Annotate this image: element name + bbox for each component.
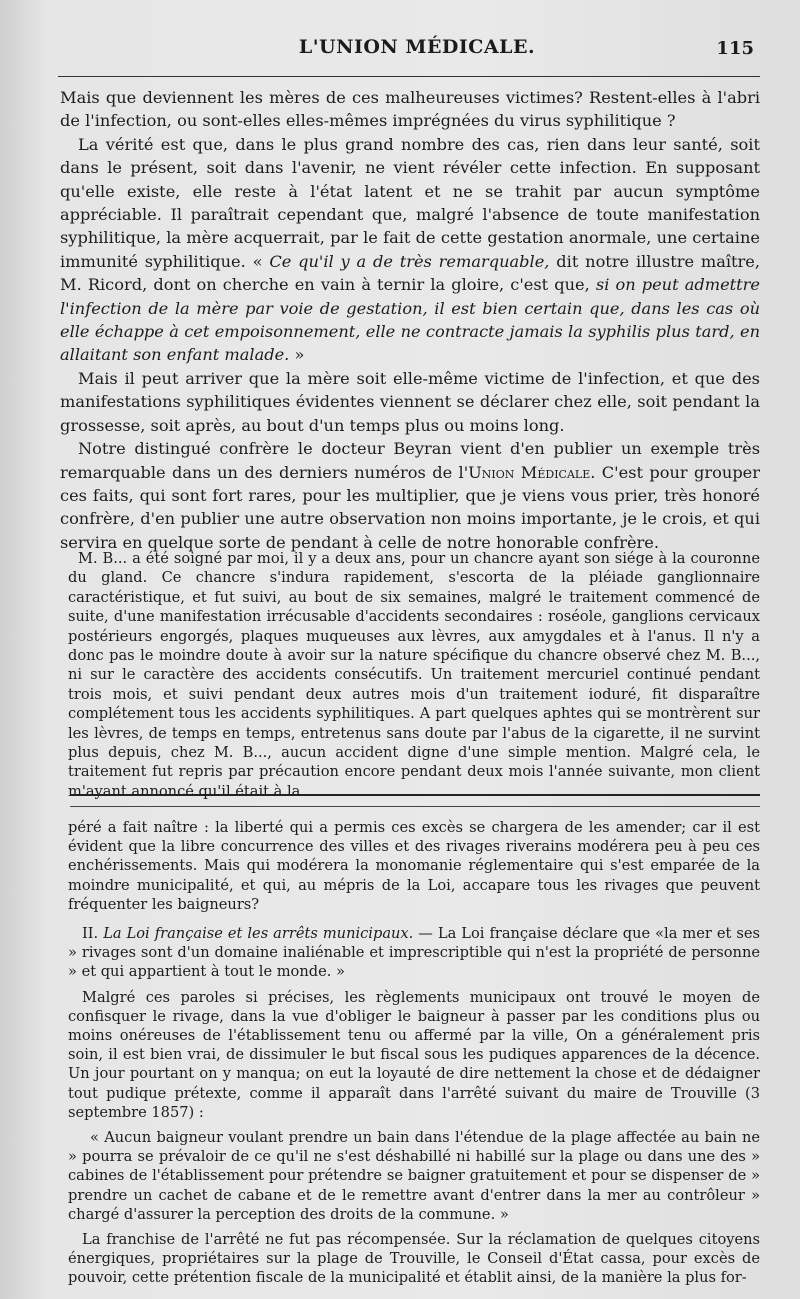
observation-block (68, 549, 760, 801)
feuilleton-paragraph-2 (68, 924, 760, 982)
feuilleton-paragraph-5: La franchise de l'arrêté ne fut pas récompensée. Sur la réclamation de quelques citoyens énergiques, propriétaires sur la plage de Trouville, le Conseil d'État cassa, pour excès de pouvoir, cette prétention fiscale de la municipalité et établit ainsi, de la manière la plus for- (68, 1231, 760, 1287)
observation-text: M. B... a été soigné par moi, il y a deux ans, pour un chancre ayant son siége à la couronne du gland. Ce chancre s'indura rapidement, s'escorta de la pléiade ganglionnaire caractéristique, et fut suivi, au bout de six semaines, malgré le traitement commencé de suite, d'une manifestation irrécusable d'accidents secondaires : roséole, ganglions cervicaux postérieurs engorgés, plaques muqueuses aux lèvres, aux amygdales et à l'anus. Il n'y a donc pas le moindre doute à avoir sur la nature spécifique du chancre observé chez M. B..., ni sur le caractère des accidents consécutifs. Un traitement mercuriel continué pendant trois mois, et suivi pendant deux autres mois d'un traitement ioduré, fit disparaître complétement tous les accidents syphilitiques. A part quelques aphtes qui se montrèrent sur les lèvres, de temps en temps, entretenus sans doute par l'abus de la cigarette, il ne survint plus depuis, chez M. B..., aucun accident digne d'une simple mention. Malgré cela, le traitement fut repris par précaution encore pendant deux mois l'année suivante, mon client m'ayant annoncé qu'il était à la (68, 550, 760, 800)
feuilleton-paragraph-3: Malgré ces paroles si précises, les règlements municipaux ont trouvé le moyen de confisquer le rivage, dans la vue d'obliger le baigneur à passer par les conditions plus ou moins onéreuses de l'établissement tenu ou affermé par la ville, On a généralement pris soin, il est bien vrai, de dissimuler le but fiscal sous les pudiques apparences de la décence. Un jour pourtant on y manqua; on eut la loyauté de dire nettement la chose et de dédaigner tout pudique prétexte, comme il apparaît dans l'arrêté suivant du maire de Trouville (3 septembre 1857) : (68, 988, 760, 1121)
paragraph-2-text-c: » (289, 345, 305, 365)
paragraph-2-text-b: dit notre illustre maître, M. Ricord, dont on cherche en vain à ternir la gloire, c'est que, (60, 251, 761, 295)
paragraph-2 (60, 133, 760, 367)
page-number: 115 (716, 38, 754, 59)
paragraph-2-italic-1: Ce qu'il y a de très remarquable, (269, 251, 550, 271)
section-text: — La Loi française déclare que «la mer et ses » rivages sont d'un domaine inaliénable et imprescriptible qui n'est la propriété de personne » et qui appartient à tout le monde. » (68, 925, 760, 981)
decree-quote (68, 1128, 760, 1224)
feuilleton-separator (70, 794, 760, 807)
paragraph-3: Mais il peut arriver que la mère soit elle-même victime de l'infection, et que des manifestations syphilitiques évidentes viennent se déclarer chez elle, soit pendant la grossesse, soit après, au bout d'un temps plus ou moins long. (60, 368, 760, 435)
journal-name-smallcaps: Union Médicale (468, 462, 591, 482)
header-rule (58, 76, 760, 77)
section-number: II. (82, 925, 104, 943)
feuilleton (68, 818, 760, 1288)
paragraph-1: Mais que deviennent les mères de ces malheureuses victimes? Restent-elles à l'abri de l'infection, ou sont-elles elles-mêmes imprégnées du virus syphilitique ? (60, 88, 760, 131)
paragraph-2-text-a: La vérité est que, dans le plus grand nombre des cas, rien dans leur santé, soit dans le présent, soit dans l'avenir, ne vient révéler cette infection. En supposant qu'elle existe, elle reste à l'état latent et ne se trahit par aucun symptôme appréciable. Il paraîtrait cependant que, malgré l'absence de toute manifestation syphilitique, la mère acquerrait, par le fait de cette gestation anormale, une certaine immunité syphilitique. « (60, 134, 760, 271)
section-title: La Loi française et les arrêts municipaux. (103, 925, 414, 943)
paragraph-4-text-a: Notre distingué confrère le docteur Beyran vient d'en publier un exemple très remarquable dans un des derniers numéros de l' (60, 439, 760, 482)
journal-title: L'UNION MÉDICALE. (298, 36, 536, 58)
main-article (60, 86, 760, 554)
feuilleton-paragraph-4: « Aucun baigneur voulant prendre un bain dans l'étendue de la plage affectée au bain ne » pourra se prévaloir de ce qu'il ne s'est déshabillé ni habillé sur la plage ou dans une des » cabines de l'établissement pour prétendre se baigner gratuitement et pour se dispenser de » prendre un cachet de cabane et de le remettre avant d'entrer dans la mer au contrôleur » chargé d'assurer la perception des droits de la commune. » (68, 1129, 760, 1223)
paragraph-4-text-b: . C'est pour grouper ces faits, qui sont fort rares, pour les multiplier, que je viens vous prier, très honoré confrère, d'en publier une autre observation non moins importante, je le crois, et qui servira en quelque sorte de pendant à celle de notre honorable confrère. (60, 462, 760, 552)
feuilleton-paragraph-1: péré a fait naître : la liberté qui a permis ces excès se chargera de les amender; car il est évident que la libre concurrence des villes et des rivages riverains modérera peu à peu ces enchérissements. Mais qui modérera la monomanie réglementaire qui s'est emparée de la moindre municipalité, et qui, au mépris de la Loi, accapare tous les rivages que peuvent fréquenter les baigneurs? (68, 819, 760, 913)
paragraph-4 (60, 437, 760, 554)
paragraph-2-italic-2: si on peut admettre l'infection de la mère par voie de gestation, il est bien certain que, dans les cas où elle échappe à cet empoisonnement, elle ne contracte jamais la syphilis plus tard, en allaitant son enfant malade. (60, 275, 760, 365)
running-header (60, 36, 774, 66)
